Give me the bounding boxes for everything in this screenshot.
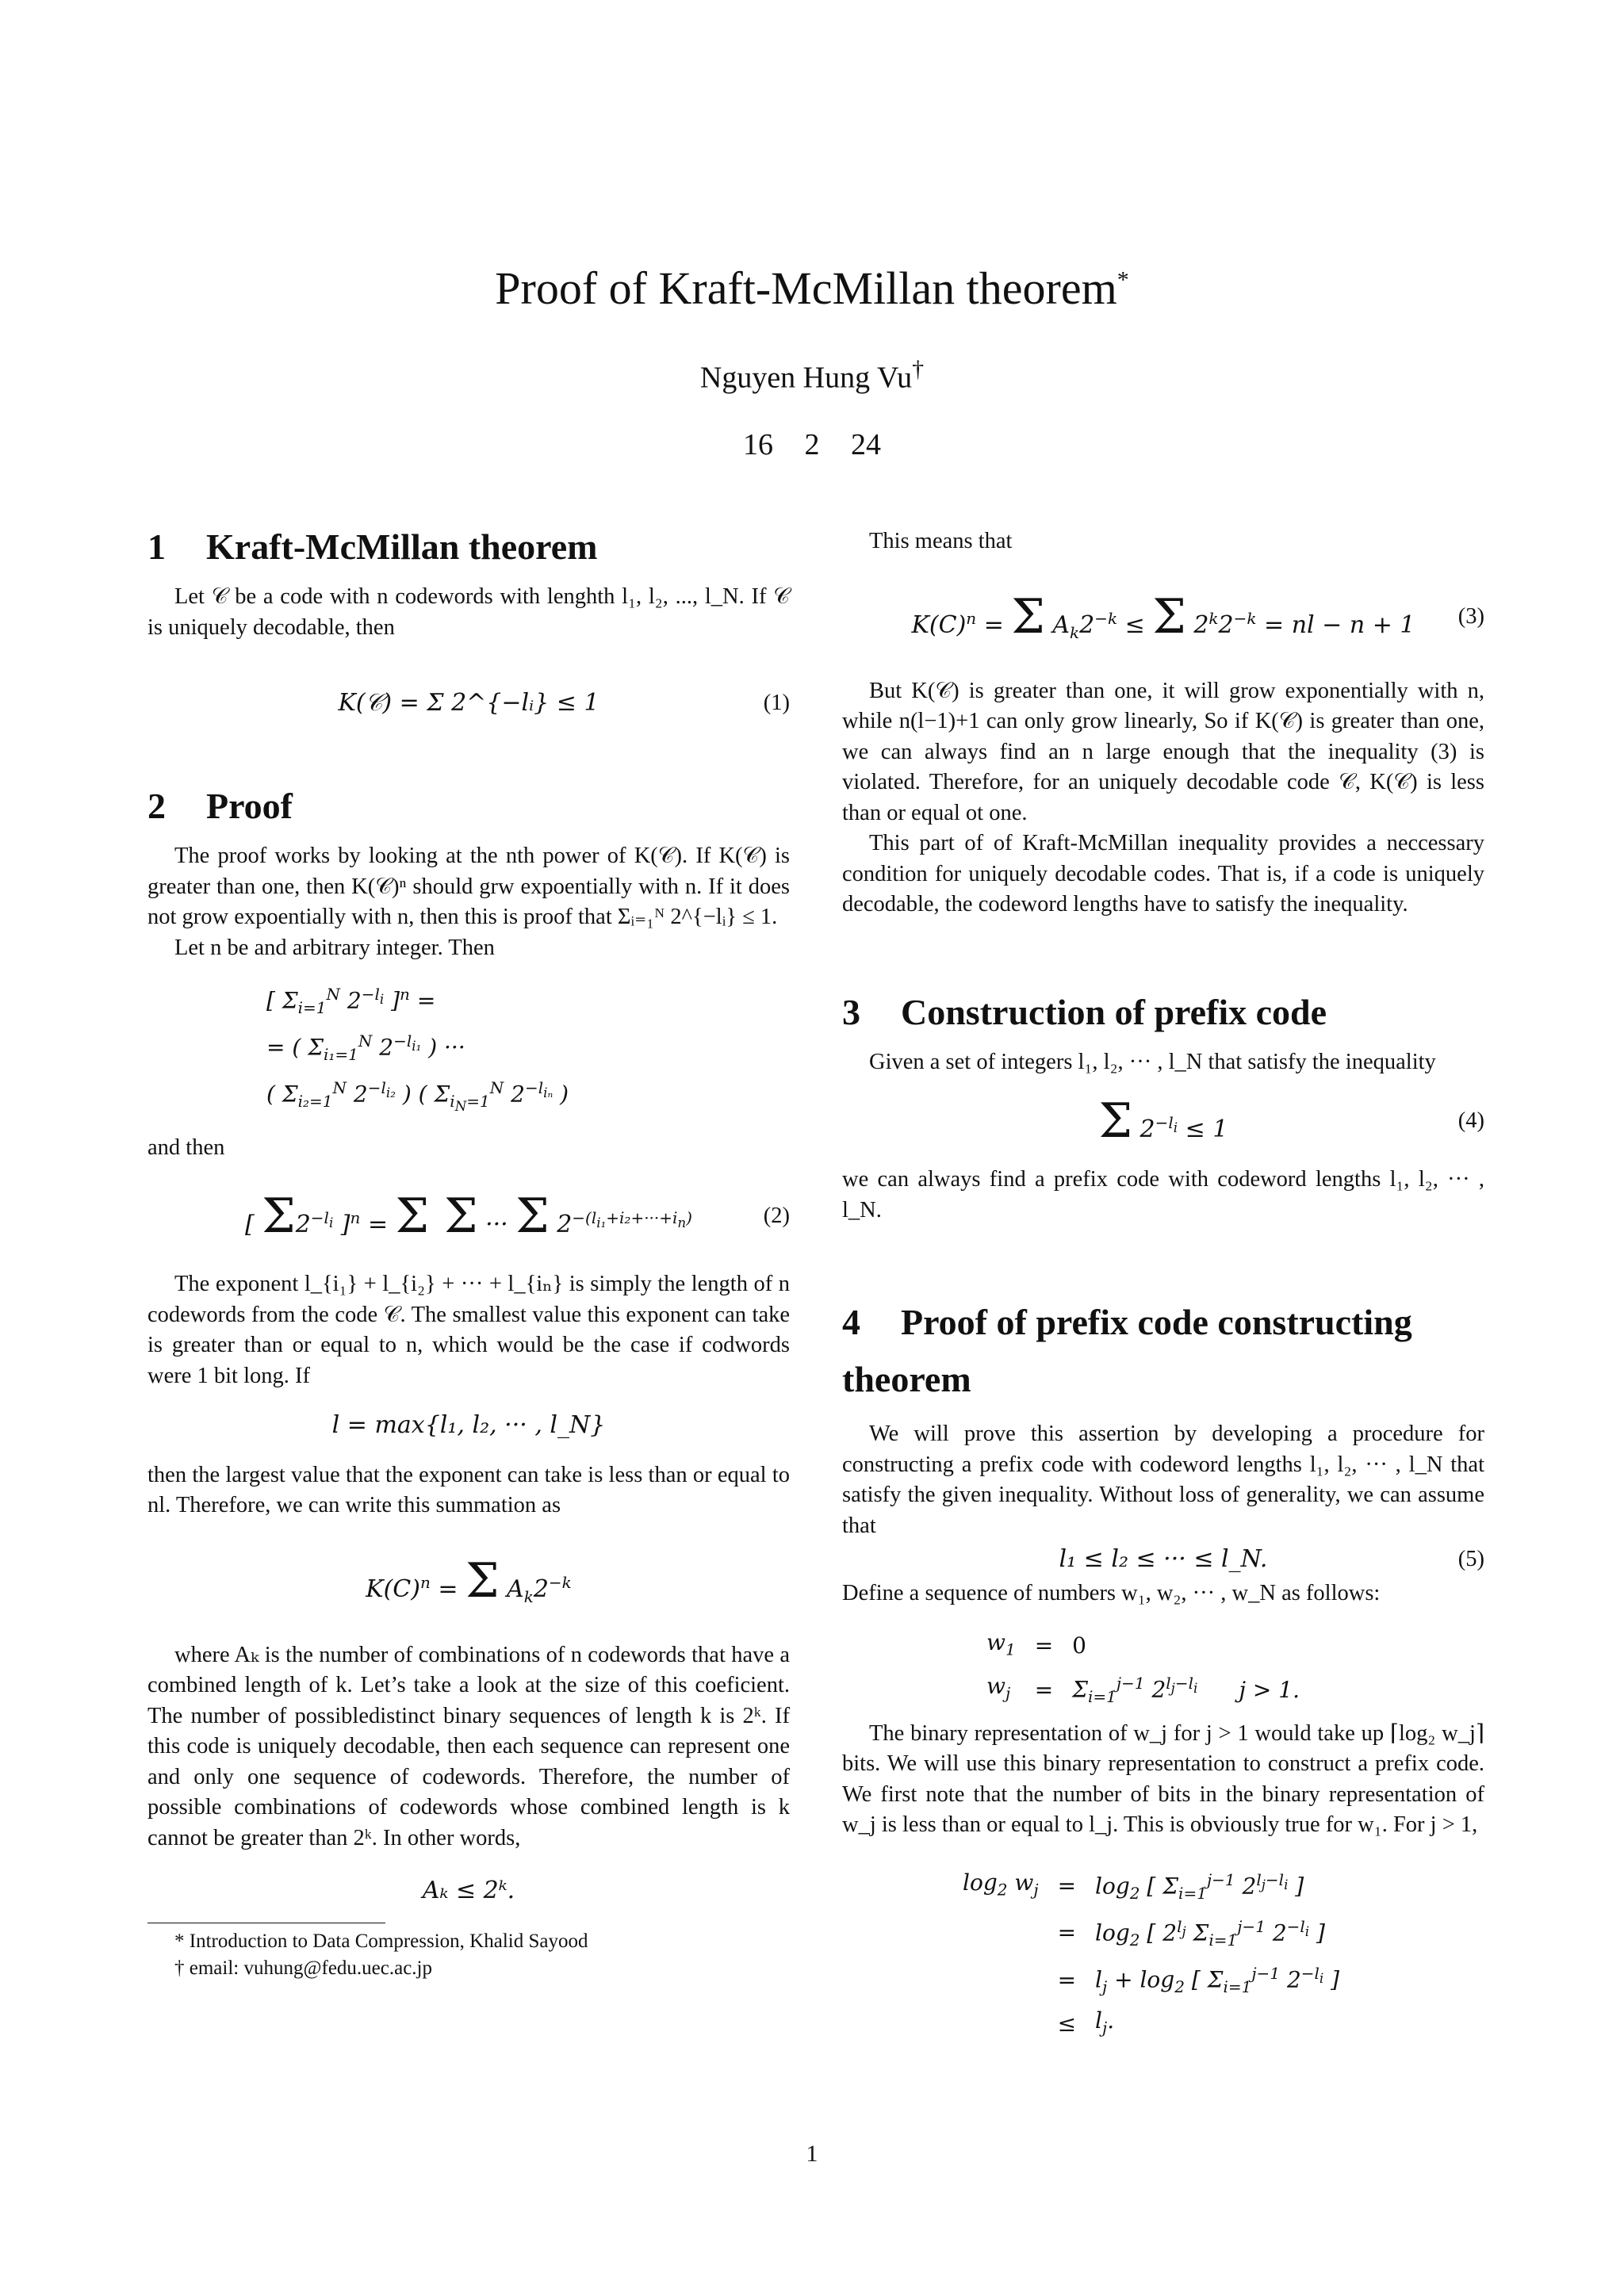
left-column	[147, 523, 790, 1982]
expansion-equation: [ $\Sigma_{i=1}^N$ $2^{-l_i}$ ]$^n$ = = ( $\Sigma_{i_1=1}^N$ $2^{-l_{i_1}}$ ) ··· ( $\Sigma_{i_2=1}^N$ $2^{-l_{i_2}}$ ) ( $\Sigma_{i_N=1}^N$ $2^{-l_{i_n}}$ )	[266, 985, 569, 1114]
w-definition: $w_1$ = 0 $w_j$ = $\Sigma_{i=1}^{j-1}$ $2^{l_j-l_i}$ j > 1.	[986, 1629, 1300, 1707]
and-then-text: and then	[147, 1135, 225, 1160]
equation-5: l₁ ≤ l₂ ≤ ··· ≤ l_N. (5)	[842, 1544, 1484, 1575]
author: Nguyen Hung Vu†	[699, 356, 925, 395]
equation-1	[147, 672, 790, 735]
section-4-heading: 4 Proof of prefix code constructing theorem	[842, 1302, 1412, 1399]
s4-paragraph-3: The binary representation of w_j for j > 1 would take up ⌈log₂ w_j⌉ bits. We will use this binary representation to construct a prefix code. We first note that the number of bits in the binary representation of w_j is less than or equal to l_j. This is obviously true for w₁. For j > 1,	[842, 1720, 1484, 1838]
equation-4-tag: (4)	[1457, 1108, 1484, 1133]
section-1-heading: 1 Kraft-McMillan theorem	[147, 526, 598, 567]
s2-paragraph-2: Let n be and arbitrary integer. Then	[174, 935, 495, 960]
title-block	[0, 262, 1624, 462]
equation-2-tag: (2)	[763, 1203, 790, 1229]
page-number: 1	[806, 2141, 818, 2167]
s2-paragraph-3: The exponent l_{i₁} + l_{i₂} + ··· + l_{iₙ} is simply the length of n codewords from the code 𝒞. The smallest value this exponent can take is greater than or equal to n, which would be the case if codwords were 1 bit long. If	[147, 1272, 790, 1388]
equation-1-tag: (1)	[763, 691, 790, 715]
s4-paragraph-1: We will prove this assertion by developing a procedure for constructing a prefix code with codeword lengths l₁, l₂, ··· , l_N that satisfy the given inequality. Without loss of generality, we can assume that	[842, 1422, 1484, 1538]
this-means-text: This means that	[869, 529, 1013, 553]
s4-paragraph-2: Define a sequence of numbers w₁, w₂, ··· , w_N as follows:	[842, 1580, 1381, 1605]
section-3-heading: 3 Construction of prefix code	[842, 991, 1327, 1032]
equation-ak: Aₖ ≤ 2ᵏ.	[422, 1877, 515, 1905]
right-paragraph-1: But K(𝒞) is greater than one, it will grow exponentially with n, while n(l−1)+1 can only grow linearly, So if K(𝒞) is greater than one, we can always find an n large enough that the inequality (3) is violated. Therefore, for an uniquely decodable code 𝒞, K(𝒞) is less than or equal ot one.	[842, 678, 1484, 825]
equation-1-body: K(𝒞) = Σ 2^{−lᵢ} ≤ 1	[338, 689, 599, 717]
log-derivation: $\log_2 w_j$ = $\log_2$ [ $\Sigma_{i=1}^{j-1}$ $2^{l_j-l_i}$ ] = $\log_2$ [ $2^{l_j}$ $\Sigma_{i=1}^{j-1}$ $2^{-l_i}$ ] = $l_j + \log_2$ [ $\Sigma_{i=1}^{j-1}$ $2^{-l_i}$ ] ≤ $l_j$.	[963, 1869, 1340, 2038]
right-column	[842, 523, 1484, 2045]
footnote-1: * Introduction to Data Compression, Khalid Sayood	[174, 1930, 588, 1952]
s2-paragraph-4: then the largest value that the exponent can take is less than or equal to nl. Therefore, we can write this summation as	[147, 1462, 790, 1518]
s2-paragraph-5: where Aₖ is the number of combinations of n codewords that have a combined length of k. Let’s take a look at the size of this coeficient. The number of possibledistinct binary sequences of length k is 2ᵏ. If this code is uniquely decodable, then each sequence can represent one and only one sequence of codewords. Therefore, the number of possible combinations of codewords whose combined length is k cannot be greater than 2ᵏ. In other words,	[147, 1642, 790, 1850]
equation-3: $K(C)^n = \Sigma$ $A_k2^{-k} \le \Sigma$ $2^k2^{-k}$ = nl − n + 1 (3)	[842, 573, 1484, 660]
equation-2: [ $\Sigma 2^{-l_i}$ ]$^n$ = Σ Σ ··· Σ $2^{-(l_{i_1}+i_2+\cdot\cdot\cdot+i_n)}$ (2)	[147, 1173, 790, 1260]
s1-paragraph: Let 𝒞 be a code with n codewords with lenghth l₁, l₂, ..., l_N. If 𝒞 is uniquely decodable, then	[147, 584, 790, 640]
footnote-2: † email: vuhung@fedu.uec.ac.jp	[174, 1957, 432, 1979]
equation-kcn: $K(C)^n = \Sigma$ $A_k2^{-k}$	[366, 1552, 572, 1609]
right-paragraph-2: This part of of Kraft-McMillan inequality provides a neccessary condition for uniquely decodable codes. That is, if a code is uniquely decodable, the codeword lengths have to satisfy the inequality.	[842, 831, 1484, 916]
s3-paragraph-2: we can always find a prefix code with codeword lengths l₁, l₂, ··· , l_N.	[842, 1167, 1484, 1223]
equation-l: l = max{l₁, l₂, ··· , l_N}	[331, 1411, 606, 1440]
equation-4: Σ $2^{-l_i} \le 1$ (4)	[842, 1085, 1484, 1157]
equation-3-tag: (3)	[1457, 603, 1484, 629]
s2-paragraph-1: The proof works by looking at the nth power of K(𝒞). If K(𝒞) is greater than one, then K(𝒞)ⁿ should grw expoentially with n. If it does not grow expoentially with n, then this is proof that Σᵢ₌₁ᴺ 2^{−lᵢ} ≤ 1.	[147, 844, 790, 929]
s3-paragraph-1: Given a set of integers l₁, l₂, ··· , l_N that satisfy the inequality	[869, 1049, 1436, 1074]
equation-5-tag: (5)	[1457, 1547, 1484, 1571]
date: 16 2 24	[743, 427, 881, 461]
paper-title: Proof of Kraft-McMillan theorem*	[495, 262, 1129, 314]
section-2-heading: 2 Proof	[147, 786, 293, 826]
